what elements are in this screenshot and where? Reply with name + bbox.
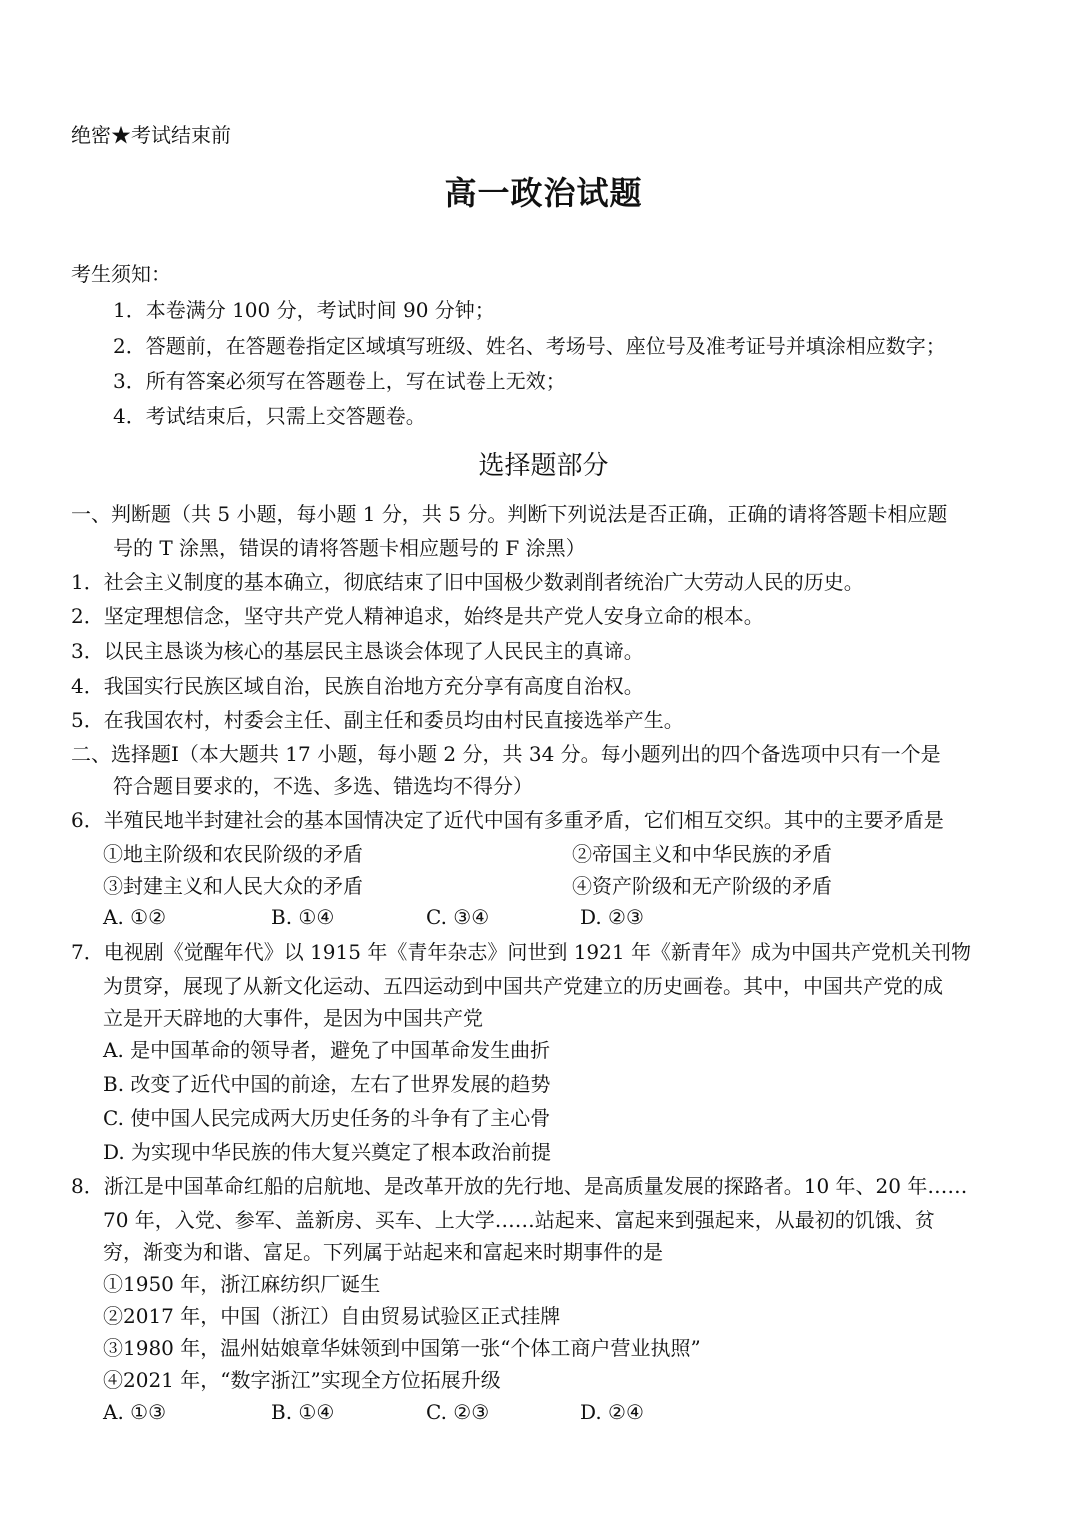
notice-item: 4．考试结束后，只需上交答题卷。 <box>113 404 426 428</box>
question-8-statement-4: ④2021 年，“数字浙江”实现全方位拓展升级 <box>103 1368 501 1392</box>
judgment-item-3: 3．以民主恳谈为核心的基层民主恳谈会体现了人民民主的真谛。 <box>71 639 644 663</box>
question-8-option-d: D. ②④ <box>580 1400 644 1424</box>
section-title: 选择题部分 <box>478 451 609 481</box>
question-8-statement-2: ②2017 年，中国（浙江）自由贸易试验区正式挂牌 <box>103 1304 561 1328</box>
confidential-label: 绝密★考试结束前 <box>71 123 231 147</box>
question-6-statement-3: ③封建主义和人民大众的矛盾 <box>103 874 363 898</box>
question-7-option-a: A. 是中国革命的领导者，避免了中国革命发生曲折 <box>103 1038 551 1062</box>
judgment-item-5: 5．在我国农村，村委会主任、副主任和委员均由村民直接选举产生。 <box>71 708 684 732</box>
question-8-option-b: B. ①④ <box>271 1400 335 1424</box>
part1-heading: 一、判断题（共 5 小题，每小题 1 分，共 5 分。判断下列说法是否正确，正确的请将答题卡相应题 <box>71 502 948 526</box>
question-7-stem-cont: 立是开天辟地的大事件，是因为中国共产党 <box>103 1006 483 1030</box>
part2-heading: 二、选择题Ⅰ（本大题共 17 小题，每小题 2 分，共 34 分。每小题列出的四个备选项中只有一个是 <box>71 742 941 766</box>
question-7-option-b: B. 改变了近代中国的前途，左右了世界发展的趋势 <box>103 1072 551 1096</box>
question-6-statement-4: ④资产阶级和无产阶级的矛盾 <box>572 874 832 898</box>
question-7-option-d: D. 为实现中华民族的伟大复兴奠定了根本政治前提 <box>103 1140 552 1164</box>
page-title: 高一政治试题 <box>444 174 643 212</box>
notice-item: 2．答题前，在答题卷指定区域填写班级、姓名、考场号、座位号及准考证号并填涂相应数字； <box>113 334 946 358</box>
question-7-stem-cont: 为贯穿，展现了从新文化运动、五四运动到中国共产党建立的历史画卷。其中，中国共产党的成 <box>103 974 943 998</box>
question-8-stem: 8．浙江是中国革命红船的启航地、是改革开放的先行地、是高质量发展的探路者。10 年、20 年…… <box>71 1174 968 1198</box>
question-6-stem: 6．半殖民地半封建社会的基本国情决定了近代中国有多重矛盾，它们相互交织。其中的主要矛盾是 <box>71 808 944 832</box>
question-8-statement-1: ①1950 年，浙江麻纺织厂诞生 <box>103 1272 381 1296</box>
question-8-option-a: A. ①③ <box>103 1400 167 1424</box>
question-7-option-c: C. 使中国人民完成两大历史任务的斗争有了主心骨 <box>103 1106 551 1130</box>
notice-label: 考生须知： <box>71 262 171 286</box>
question-8-stem-cont: 穷，渐变为和谐、富足。下列属于站起来和富起来时期事件的是 <box>103 1240 663 1264</box>
question-7-stem: 7．电视剧《觉醒年代》以 1915 年《青年杂志》问世到 1921 年《新青年》成为中国共产党机关刊物 <box>71 940 971 964</box>
judgment-item-4: 4．我国实行民族区域自治，民族自治地方充分享有高度自治权。 <box>71 674 644 698</box>
question-8-option-c: C. ②③ <box>426 1400 490 1424</box>
question-8-stem-cont: 70 年，入党、参军、盖新房、买车、上大学……站起来、富起来到强起来，从最初的饥饿、贫 <box>103 1208 935 1232</box>
question-6-statement-1: ①地主阶级和农民阶级的矛盾 <box>103 842 363 866</box>
notice-item: 1．本卷满分 100 分，考试时间 90 分钟； <box>113 298 495 322</box>
question-6-option-b: B. ①④ <box>271 905 335 929</box>
part2-heading-cont: 符合题目要求的，不选、多选、错选均不得分） <box>113 774 533 798</box>
question-6-statement-2: ②帝国主义和中华民族的矛盾 <box>572 842 832 866</box>
judgment-item-1: 1．社会主义制度的基本确立，彻底结束了旧中国极少数剥削者统治广大劳动人民的历史。 <box>71 570 864 594</box>
judgment-item-2: 2．坚定理想信念，坚守共产党人精神追求，始终是共产党人安身立命的根本。 <box>71 604 764 628</box>
question-6-option-c: C. ③④ <box>426 905 490 929</box>
question-6-option-d: D. ②③ <box>580 905 644 929</box>
question-6-option-a: A. ①② <box>103 905 167 929</box>
notice-item: 3．所有答案必须写在答题卷上，写在试卷上无效； <box>113 369 566 393</box>
question-8-statement-3: ③1980 年，温州姑娘章华妹领到中国第一张“个体工商户营业执照” <box>103 1336 701 1360</box>
part1-heading-cont: 号的 T 涂黑，错误的请将答题卡相应题号的 F 涂黑） <box>113 536 586 560</box>
